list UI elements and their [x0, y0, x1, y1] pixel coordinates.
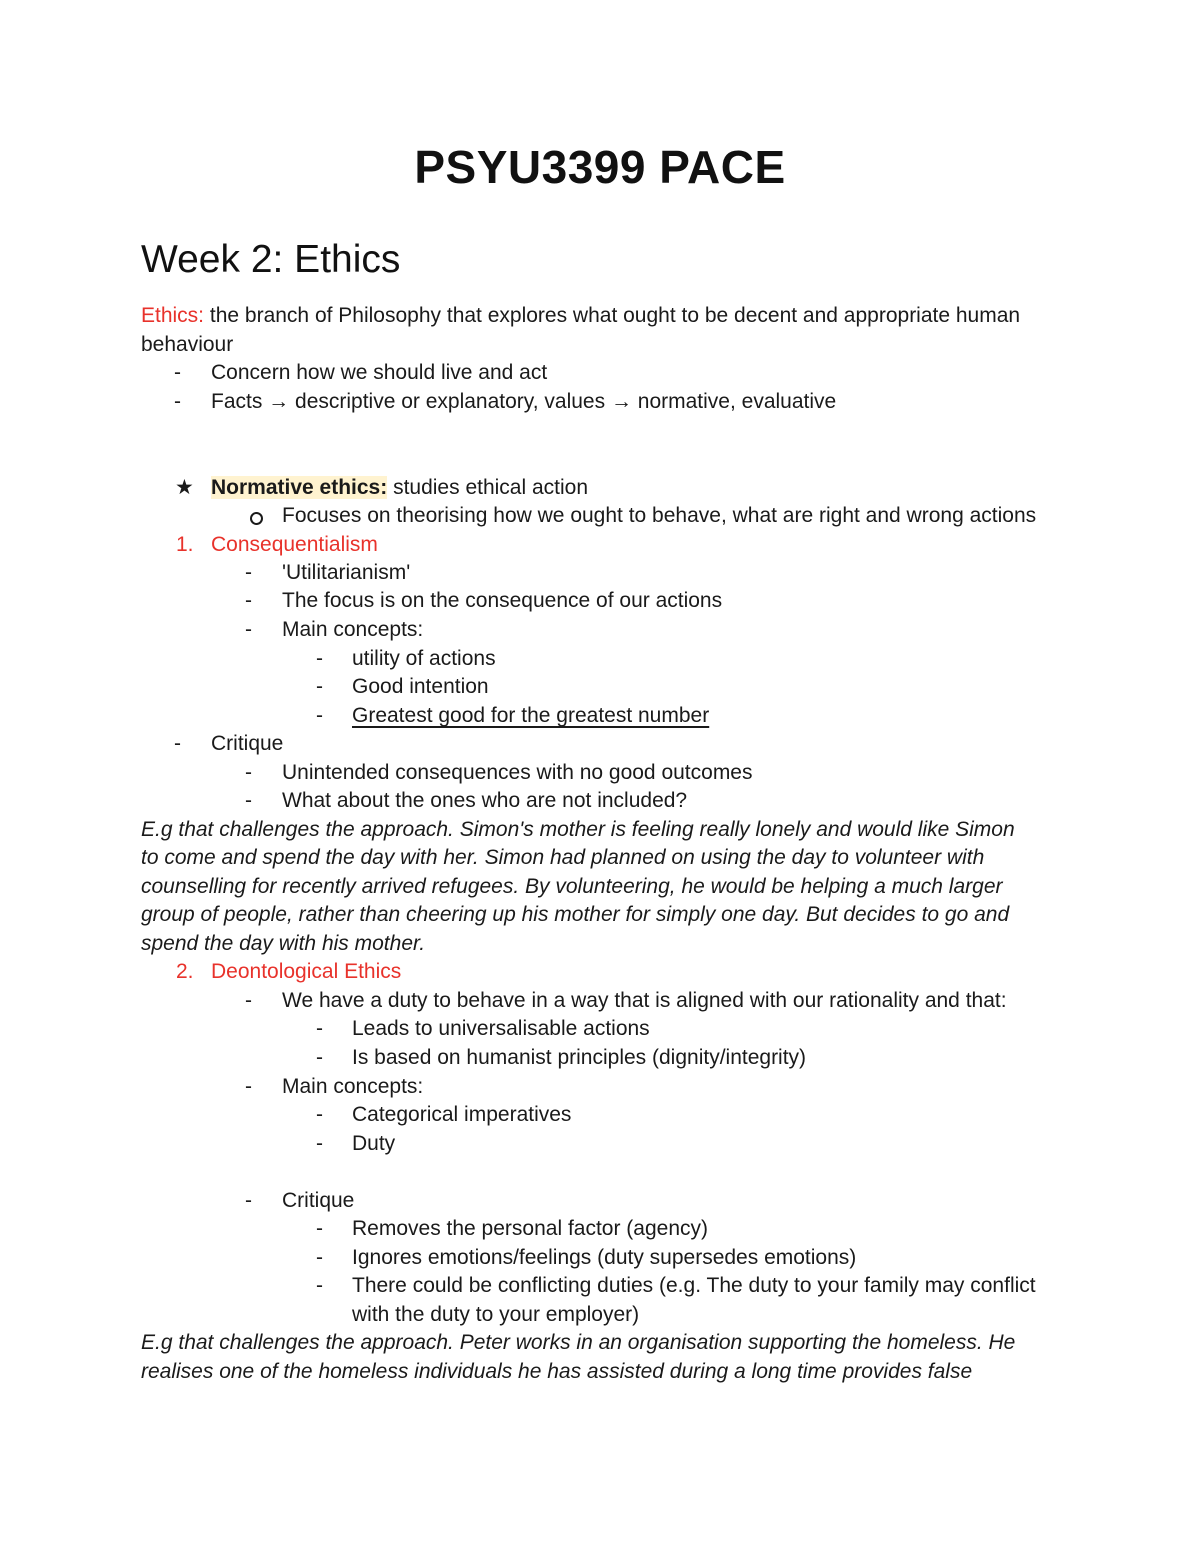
bullet-dash: - — [245, 1075, 252, 1098]
list-item: There could be conflicting duties (e.g. The duty to your family may conflict — [352, 1274, 1036, 1297]
list-number: 1. — [176, 533, 194, 556]
list-item: Facts → descriptive or explanatory, values → normative, evaluative — [211, 390, 837, 413]
bullet-dash: - — [245, 589, 252, 612]
list-item: What about the ones who are not included? — [282, 789, 688, 812]
list-item: Main concepts: — [282, 1075, 424, 1098]
ethics-definition — [141, 302, 1020, 330]
example-paragraph-line: realises one of the homeless individuals he has assisted during a long time provides false — [141, 1360, 973, 1383]
bullet-dash: - — [316, 647, 323, 670]
normative-ethics-term: Normative ethics: — [211, 476, 388, 499]
ethics-definition-text: the branch of Philosophy that explores what ought to be decent and appropriate human — [204, 304, 1021, 327]
example-paragraph-line: spend the day with his mother. — [141, 932, 426, 955]
bullet-dash: - — [316, 704, 323, 727]
hollow-circle-bullet-icon — [250, 512, 263, 525]
list-item: Good intention — [352, 675, 489, 698]
list-item: Main concepts: — [282, 618, 424, 641]
list-item: Leads to universalisable actions — [352, 1017, 650, 1040]
section-heading: Week 2: Ethics — [141, 238, 401, 281]
normative-ethics-text: studies ethical action — [387, 476, 589, 499]
normative-ethics-item — [211, 474, 588, 502]
list-item: Unintended consequences with no good outcomes — [282, 761, 753, 784]
bullet-dash: - — [316, 1132, 323, 1155]
bullet-dash: - — [245, 789, 252, 812]
list-item: We have a duty to behave in a way that is aligned with our rationality and that: — [282, 989, 1007, 1012]
example-paragraph-line: group of people, rather than cheering up his mother for simply one day. But decides to go and — [141, 903, 1010, 926]
list-item: Concern how we should live and act — [211, 361, 548, 384]
list-item: Duty — [352, 1132, 396, 1155]
example-paragraph-line: E.g that challenges the approach. Peter works in an organisation supporting the homeless. He — [141, 1331, 1016, 1354]
example-paragraph-line: counselling for recently arrived refugees. By volunteering, he would be helping a much larger — [141, 875, 1003, 898]
bullet-dash: - — [245, 989, 252, 1012]
bullet-dash: - — [245, 1189, 252, 1212]
list-item: Categorical imperatives — [352, 1103, 572, 1126]
list-number: 2. — [176, 960, 194, 983]
bullet-dash: - — [174, 361, 181, 384]
list-item: Is based on humanist principles (dignity/integrity) — [352, 1046, 807, 1069]
document-title: PSYU3399 PACE — [414, 141, 786, 193]
list-item: Focuses on theorising how we ought to behave, what are right and wrong actions — [282, 504, 1037, 527]
bullet-dash: - — [316, 1274, 323, 1297]
list-item: utility of actions — [352, 647, 496, 670]
list-item: Ignores emotions/feelings (duty supersedes emotions) — [352, 1246, 857, 1269]
list-item: The focus is on the consequence of our actions — [282, 589, 723, 612]
ethics-definition-cont: behaviour — [141, 333, 234, 356]
list-item-underlined: Greatest good for the greatest number — [352, 704, 710, 727]
bullet-dash: - — [316, 1246, 323, 1269]
bullet-dash: - — [245, 618, 252, 641]
bullet-dash: - — [316, 1103, 323, 1126]
example-paragraph-line: to come and spend the day with her. Simon had planned on using the day to volunteer with — [141, 846, 985, 869]
ethics-term: Ethics: — [141, 304, 205, 327]
bullet-dash: - — [316, 1017, 323, 1040]
list-item: Removes the personal factor (agency) — [352, 1217, 709, 1240]
bullet-dash: - — [316, 1046, 323, 1069]
bullet-dash: - — [316, 1217, 323, 1240]
bullet-dash: - — [316, 675, 323, 698]
bullet-dash: - — [245, 761, 252, 784]
example-paragraph-line: E.g that challenges the approach. Simon's mother is feeling really lonely and would like Simon — [141, 818, 1015, 841]
bullet-dash: - — [174, 732, 181, 755]
critique-label: Critique — [282, 1189, 355, 1212]
bullet-dash: - — [174, 390, 181, 413]
consequentialism-heading: Consequentialism — [211, 533, 378, 556]
critique-label: Critique — [211, 732, 284, 755]
deontological-heading: Deontological Ethics — [211, 960, 402, 983]
list-item: 'Utilitarianism' — [282, 561, 411, 584]
list-item-cont: with the duty to your employer) — [352, 1303, 640, 1326]
star-icon: ★ — [175, 476, 194, 499]
bullet-dash: - — [245, 561, 252, 584]
